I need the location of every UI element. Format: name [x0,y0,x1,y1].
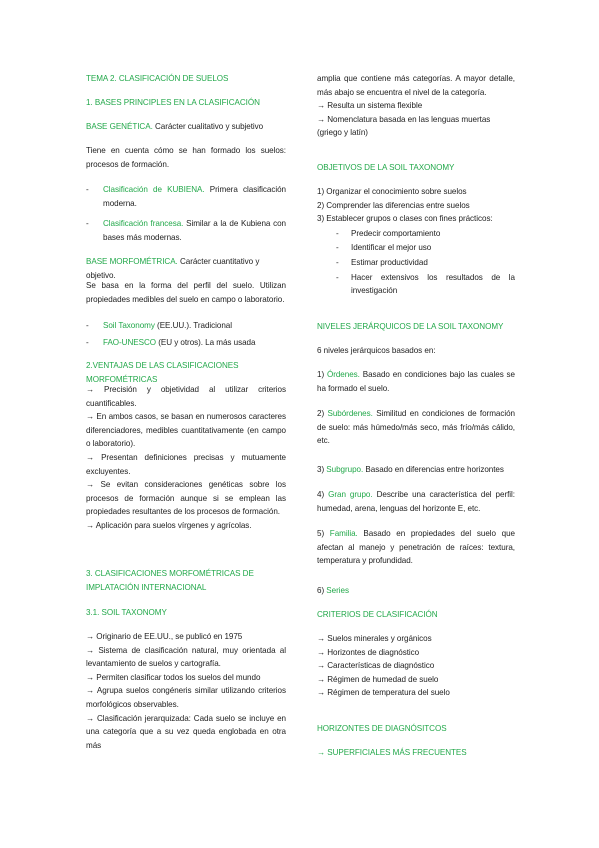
section-3-heading: 3. CLASIFICACIONES MORFOMÉTRICAS DE IMPLATACIÓN INTERNACIONAL [86,569,254,592]
horizontes-item: → SUPERFICIALES MÁS FRECUENTES [317,748,467,757]
gran-grupo-label: Gran grupo. [328,490,373,499]
cont-item-2: → Nomenclatura basada en las lenguas muertas (griego y latín) [317,114,491,138]
nivel-4: 4) Gran grupo. Describe una característica del perfil: humedad, arena, lenguas del horizonte E, etc. [317,490,515,513]
criterio-1: → Suelos minerales y orgánicos [317,634,432,643]
criterio-3: → Características de diagnóstico [317,661,435,671]
objetivo-sub-3: - Estimar productividad [336,257,428,267]
ventaja-4: → Se evitan consideraciones genéticas sobre los procesos de formación aunque si se emplean las propiedades resultantes de los procesos de formación. [86,480,286,517]
base-morfometrica-label: BASE MORFOMÉTRICA. [86,257,178,266]
objetivo-3: 3) Establecer grupos o clases con fines prácticos: [317,214,493,224]
morf-item-1: - Soil Taxonomy (EE.UU.). Tradicional [86,321,233,330]
objetivo-1: 1) Organizar el conocimiento sobre suelos [317,187,467,196]
nivel-2: 2) Subórdenes. Similitud en condiciones de formación de suelo: más húmedo/más seco, más frío/más cálido, etc. [317,409,515,446]
base-morfometrica-line: BASE MORFOMÉTRICA. Carácter cuantitativo y objetivo. [86,257,260,280]
ventaja-5: → Aplicación para suelos vírgenes y agrícolas. [86,520,252,530]
ventajas-list [86,383,286,533]
taxonomy-list [86,630,286,752]
nivel-1: 1) Órdenes. Basado en condiciones bajo las cuales se ha formado el suelo. [317,370,516,393]
morfometrica-list [86,319,286,349]
genetica-list [86,183,286,244]
fao-unesco-label: FAO-UNESCO [103,337,157,347]
taxonomy-item-1: → Originario de EE.UU., se publicó en 1975 [86,632,243,641]
objetivos-heading: OBJETIVOS DE LA SOIL TAXONOMY [317,163,455,172]
criterio-4: → Régimen de humedad de suelo [317,674,439,684]
criterio-5: → Régimen de temperatura del suelo [317,688,450,698]
morf-item-2: - FAO-UNESCO (EU y otros). La más usada [86,337,256,347]
francesa-label: Clasificación francesa. [103,219,184,229]
subgrupo-label: Subgrupo. [326,465,364,474]
ventaja-1: → Precisión y objetividad al utilizar criterios cuantificables. [86,385,286,408]
objetivos-list [317,185,515,298]
objetivo-2: 2) Comprender las diferencias entre suelos [317,200,470,210]
cont-item-1: → Resulta un sistema flexible [317,101,423,110]
objetivo-sub-2: - Identificar el mejor uso [336,243,432,253]
base-genetica-line [86,120,286,134]
taxonomy-item-4: → Agrupa suelos congéneris similar utilizando criterios morfológicos observables. [86,686,286,709]
criterio-2: → Horizontes de diagnóstico [317,647,420,657]
continuation-text: amplia que contiene más categorías. A mayor detalle, más abajo se encuentra el nivel de la categoría. [317,74,515,97]
taxonomy-item-2: → Sistema de clasificación natural, muy orientada al levantamiento de suelos y cartografía. [86,645,286,669]
nivel-5: 5) Familia. Basado en propiedades del suelo que afectan al manejo y penetración de raíces: textura, temperatura y profundidad. [317,529,516,566]
subordenes-label: Subórdenes. [327,409,373,418]
base-genetica-desc: Carácter cualitativo y subjetivo [152,122,264,131]
ventaja-2: → En ambos casos, se basan en numerosos caracteres diferenciadores, medibles cuantitativamente (en campo o laboratorio). [86,412,286,449]
ventaja-3: → Presentan definiciones precisas y mutuamente excluyentes. [86,452,286,476]
continuation-list [317,99,515,140]
nivel-3: 3) Subgrupo. Basado en diferencias entre horizontes [317,465,504,474]
ordenes-label: Órdenes. [326,370,360,379]
objetivo-sub-4: - Hacer extensivos los resultados de la investigación [336,272,515,296]
taxonomy-item-3: → Permiten clasificar todos los suelos del mundo [86,672,261,682]
niveles-heading: NIVELES JERÁRQUICOS DE LA SOIL TAXONOMY [317,322,504,331]
section-2-heading: 2.VENTAJAS DE LAS CLASIFICACIONES MORFOMÉTRICAS [86,361,239,384]
familia-label: Familia. [329,529,358,538]
criterios-list [317,632,515,700]
tema-title: TEMA 2. CLASIFICACIÓN DE SUELOS [86,74,229,83]
series-label: Series [326,586,349,595]
nivel-6: 6) Series [317,586,349,595]
section-3-1-heading: 3.1. SOIL TAXONOMY [86,608,167,617]
objetivo-sub-1: - Predecir comportamiento [336,228,441,238]
section-1-heading: 1. BASES PRINCIPLES EN LA CLASIFICACIÓN [86,98,260,107]
taxonomy-item-5: → Clasificación jerarquizada: Cada suelo se incluye en una categoría que a su vez queda englobada en otra más [86,713,286,750]
genetica-item-1: - Clasificación de KUBIENA. Primera clasificación moderna. [86,185,286,208]
soil-taxonomy-label: Soil Taxonomy [103,321,155,330]
horizontes-heading: HORIZONTES DE DIAGNÓSITCOS [317,724,447,733]
kubiena-label: Clasificación de KUBIENA. [103,185,205,194]
criterios-heading: CRITERIOS DE CLASIFICACIÓN [317,610,438,619]
base-genetica-label: BASE GENÉTICA. [86,122,153,131]
morfometrica-paragraph: Se basa en la forma del perfil del suelo. Utilizan propiedades medibles del suelo en campo o laboratorio. [86,281,286,304]
niveles-intro: 6 niveles jerárquicos basados en: [317,346,436,355]
genetica-paragraph: Tiene en cuenta cómo se han formado los suelos: procesos de formación. [86,146,286,169]
genetica-item-2: - Clasificación francesa. Similar a la de Kubiena con bases más modernas. [86,219,286,242]
